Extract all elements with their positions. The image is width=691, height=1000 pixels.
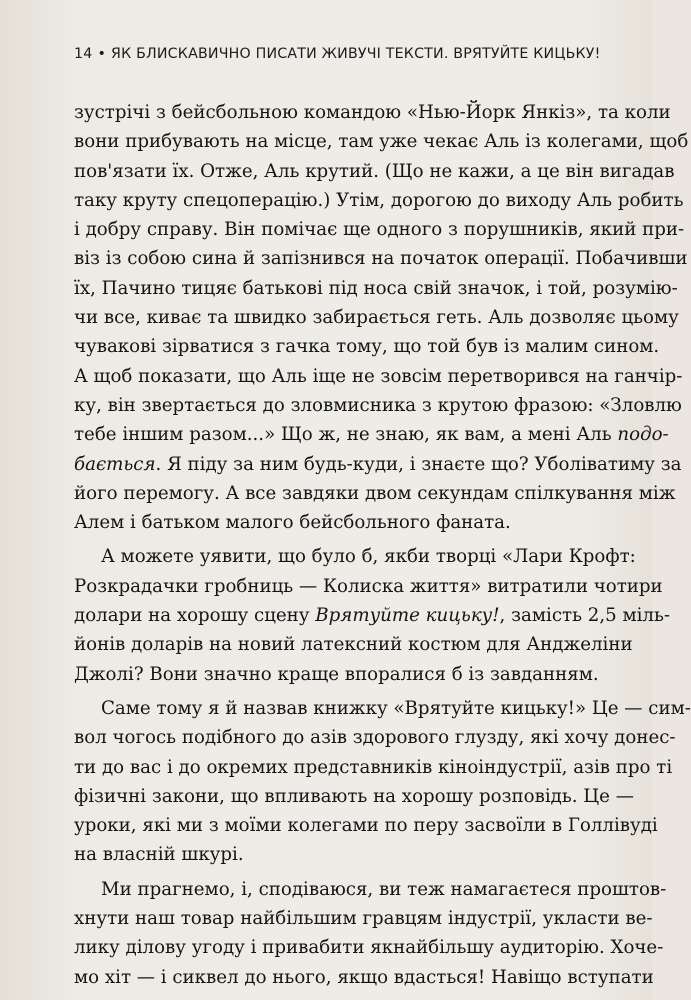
- text-line: Джолі? Вони значно краще впоралися б із завданням.: [74, 663, 599, 685]
- book-title: ЯК БЛИСКАВИЧНО ПИСАТИ ЖИВУЧІ ТЕКСТИ. ВРЯТУЙТЕ КИЦЬКУ!: [111, 46, 601, 62]
- text-line: на власній шкурі.: [74, 844, 244, 866]
- text-line: таку круту спецоперацію.) Утім, дорогою до виходу Аль робить: [74, 189, 684, 211]
- text-line: [74, 450, 682, 479]
- text-line: і добру справу. Він помічає ще одного з порушників, який при-: [74, 219, 685, 241]
- text-line: віз із собою сина й запізнився на початок операції. Побачивши: [74, 248, 688, 270]
- text-line: [74, 420, 669, 449]
- running-header: [74, 46, 634, 62]
- body-text: [74, 98, 691, 992]
- paragraph-1: [74, 98, 689, 537]
- text-line: уроки, які ми з моїми колегами по перу засвоїли в Голлівуді: [74, 815, 658, 837]
- text-line: йонів доларів на новий латексний костюм для Анджеліни: [74, 634, 633, 656]
- text-line: А можете уявити, що було б, якби творці «Лари Крофт:: [101, 546, 636, 568]
- text-line: Розкрадачки гробниць — Колиска життя» витратили чотири: [74, 575, 663, 597]
- text-line: чувакові зірватися з гачка тому, що той був із малим сином.: [74, 336, 660, 358]
- text-fragment: , замість 2,5 міль-: [499, 605, 671, 627]
- italic-fragment: Врятуйте кицьку!: [315, 605, 500, 627]
- header-separator: •: [97, 46, 107, 62]
- text-line: вони прибувають на місце, там уже чекає Аль із колегами, щоб: [74, 131, 689, 153]
- paragraph-2: [74, 542, 671, 688]
- text-fragment: долари на хорошу сцену: [74, 605, 310, 627]
- text-line: А щоб показати, що Аль іще не зовсім перетворився на ганчір-: [74, 365, 683, 387]
- text-line: ти до вас і до окремих представників кіноіндустрії, азів про ті: [74, 756, 673, 778]
- text-line: фізичні закони, що впливають на хорошу розповідь. Це —: [74, 785, 634, 807]
- text-line: вол чогось подібного до азів здорового глузду, які хочу донес-: [74, 727, 676, 749]
- paragraph-4: [74, 875, 667, 992]
- page-number: 14: [74, 46, 93, 62]
- text-line: Ми прагнемо, і, сподіваюся, ви теж намагаєтеся проштов-: [101, 878, 667, 900]
- paragraph-3: [74, 694, 691, 870]
- text-line: його перемогу. А все завдяки двом секундам спілкування між: [74, 482, 676, 504]
- text-line: ку, він звертається до зловмисника з крутою фразою: «Зловлю: [74, 394, 682, 416]
- text-line: пов'язати їх. Отже, Аль крутий. (Що не кажи, а це він вигадав: [74, 160, 675, 182]
- text-line: хнути наш товар найбільшим гравцям індустрії, укласти ве-: [74, 908, 653, 930]
- text-fragment: . Я піду за ним будь-куди, і знаєте що? Уболіватиму за: [155, 453, 682, 475]
- text-line: Саме тому я й назвав книжку «Врятуйте кицьку!» Це — сим-: [101, 697, 691, 719]
- text-line: [74, 601, 671, 630]
- text-line: чи все, киває та швидко забирається геть. Аль дозволяє цьому: [74, 307, 679, 329]
- text-fragment: тебе іншим разом...» Що ж, не знаю, як вам, а мені Аль: [74, 424, 612, 446]
- text-line: зустрічі з бейсбольною командою «Нью-Йорк Янкіз», та коли: [74, 102, 671, 123]
- text-line: Алем і батьком малого бейсбольного фаната.: [74, 512, 511, 534]
- text-line: їх, Пачино тицяє батькові під носа свій значок, і той, розумію-: [74, 277, 678, 299]
- text-line: мо хіт — і сиквел до нього, якщо вдасться! Навіщо вступати: [74, 966, 654, 988]
- italic-fragment: подо-: [617, 424, 669, 446]
- italic-fragment: бається: [74, 453, 156, 475]
- text-line: лику ділову угоду і привабити якнайбільшу аудиторію. Хоче-: [74, 937, 664, 959]
